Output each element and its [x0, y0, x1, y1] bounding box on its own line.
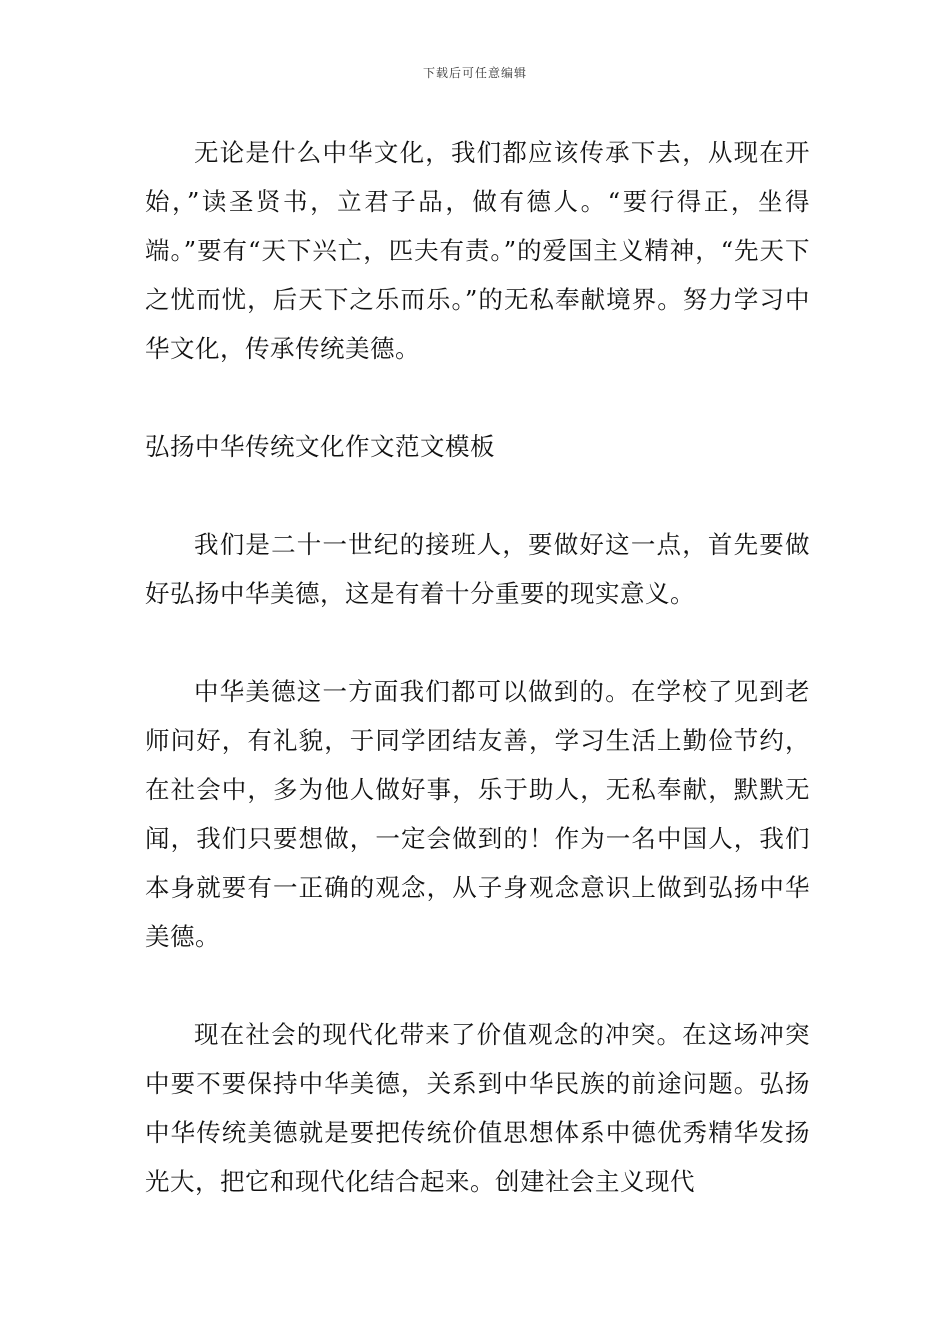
paragraph-successors: 我们是二十一世纪的接班人，要做好这一点，首先要做好弘扬中华美德，这是有着十分重要的现实意义。 [145, 530, 810, 608]
section-heading: 弘扬中华传统文化作文范文模板 [145, 432, 495, 461]
paragraph-virtues-practice: 中华美德这一方面我们都可以做到的。在学校了见到老师问好，有礼貌，于同学团结友善，学习生活上勤俭节约，在社会中，多为他人做好事，乐于助人，无私奉献，默默无闻，我们只要想做，一定会做到的！作为一名中国人，我们本身就要有一正确的观念，从子身观念意识上做到弘扬中华美德。 [145, 677, 810, 951]
paragraph-modernization: 现在社会的现代化带来了价值观念的冲突。在这场冲突中要不要保持中华美德，关系到中华民族的前途问题。弘扬中华传统美德就是要把传统价值思想体系中德优秀精华发扬光大，把它和现代化结合起来。创建社会主义现代 [145, 1020, 810, 1196]
page-header: 下载后可任意编辑 [422, 66, 527, 80]
document-body [145, 128, 810, 1206]
paragraph-culture-inheritance: 无论是什么中华文化，我们都应该传承下去，从现在开始，”读圣贤书，立君子品，做有德人。“要行得正，坐得端。”要有“天下兴亡，匹夫有责。”的爱国主义精神，“先天下之忧而忧，后天下之乐而乐。”的无私奉献境界。努力学习中华文化，传承传统美德。 [145, 138, 810, 363]
